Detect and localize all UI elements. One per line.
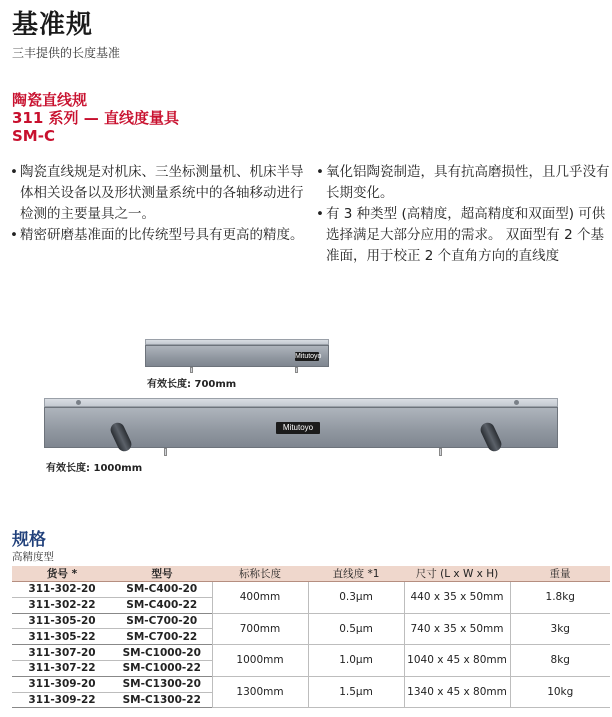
size-cell: 1040 x 45 x 80mm [404, 645, 510, 677]
size-cell: 1340 x 45 x 80mm [404, 676, 510, 708]
bullet-glyph: • [316, 164, 324, 180]
page-title: 基准规 [12, 10, 94, 40]
header-order-no: 货号 * [12, 566, 112, 582]
description-bullet [314, 204, 610, 267]
straightness-cell: 0.3μm [308, 582, 404, 614]
order-no-cell: 311-302-22 [12, 597, 112, 613]
support-foot [190, 367, 193, 373]
mount-hole [76, 400, 81, 405]
brand-logo: Mitutoyo [276, 422, 320, 434]
spec-title: 规格 [12, 530, 46, 550]
bullet-text: 氧化铝陶瓷制造，具有抗高磨损性，且几乎没有长期变化。 [326, 164, 610, 201]
order-no-cell: 311-302-20 [12, 582, 112, 598]
order-no-cell: 311-309-20 [12, 676, 112, 692]
order-no-cell: 311-305-20 [12, 613, 112, 629]
model-cell: SM-C700-22 [112, 629, 212, 645]
brand-logo: Mitutoyo [295, 353, 322, 360]
product-name: 陶瓷直线规 [12, 91, 88, 109]
model-cell: SM-C400-20 [112, 582, 212, 598]
straightedge-700-image [145, 339, 329, 373]
description-left [8, 162, 308, 246]
model-cell: SM-C700-20 [112, 613, 212, 629]
support-foot [439, 448, 442, 456]
table-row [12, 582, 610, 598]
bullet-glyph: • [316, 206, 324, 222]
straightness-cell: 1.0μm [308, 645, 404, 677]
page-subtitle: 三丰提供的长度基准 [12, 46, 121, 60]
model-cell: SM-C1300-22 [112, 692, 212, 708]
order-no-cell: 311-307-22 [12, 660, 112, 676]
length-cell: 700mm [212, 613, 308, 645]
bullet-glyph: • [10, 227, 18, 243]
bullet-text: 精密研磨基准面的比传统型号具有更高的精度。 [20, 227, 304, 243]
model-cell: SM-C400-22 [112, 597, 212, 613]
table-row [12, 645, 610, 661]
straightness-cell: 1.5μm [308, 676, 404, 708]
weight-cell: 1.8kg [510, 582, 610, 614]
product-series: 311 系列 — 直线度量具 [12, 109, 179, 127]
model-cell: SM-C1000-22 [112, 660, 212, 676]
order-no-cell: 311-309-22 [12, 692, 112, 708]
length-cell: 1300mm [212, 676, 308, 708]
straightedge-top-face [44, 398, 558, 407]
header-straightness: 直线度 *1 [308, 566, 404, 582]
description-right [314, 162, 610, 267]
spec-table [12, 566, 610, 708]
model-cell: SM-C1300-20 [112, 676, 212, 692]
straightedge-1000-image [44, 398, 558, 458]
table-row [12, 676, 610, 692]
model-cell: SM-C1000-20 [112, 645, 212, 661]
size-cell: 440 x 35 x 50mm [404, 582, 510, 614]
table-row [12, 613, 610, 629]
description-bullet [8, 225, 308, 246]
support-foot [164, 448, 167, 456]
order-no-cell: 311-305-22 [12, 629, 112, 645]
straightness-cell: 0.5μm [308, 613, 404, 645]
weight-cell: 3kg [510, 613, 610, 645]
weight-cell: 8kg [510, 645, 610, 677]
bullet-text: 陶瓷直线规是对机床、三坐标测量机、机床半导体相关设备以及形状测量系统中的各轴移动进行检测的主要量具之一。 [20, 164, 304, 222]
support-foot [295, 367, 298, 373]
bullet-text: 有 3 种类型 (高精度，超高精度和双面型) 可供选择满足大部分应用的需求。 双面型有 2 个基准面，用于校正 2 个直角方向的直线度 [326, 206, 606, 264]
header-size: 尺寸 (L x W x H) [404, 566, 510, 582]
length-cell: 400mm [212, 582, 308, 614]
header-model: 型号 [112, 566, 212, 582]
spec-subtitle: 高精度型 [12, 551, 54, 563]
product-model: SM-C [12, 127, 55, 145]
straightedge-700-caption: 有效长度: 700mm [147, 379, 237, 390]
mount-hole [514, 400, 519, 405]
header-length: 标称长度 [212, 566, 308, 582]
weight-cell: 10kg [510, 676, 610, 708]
straightedge-1000-caption: 有效长度: 1000mm [46, 463, 143, 474]
bullet-glyph: • [10, 164, 18, 180]
product-title [12, 91, 179, 145]
spec-table-header-row [12, 566, 610, 582]
description-bullet [8, 162, 308, 225]
size-cell: 740 x 35 x 50mm [404, 613, 510, 645]
header-weight: 重量 [510, 566, 610, 582]
order-no-cell: 311-307-20 [12, 645, 112, 661]
description-bullet [314, 162, 610, 204]
length-cell: 1000mm [212, 645, 308, 677]
